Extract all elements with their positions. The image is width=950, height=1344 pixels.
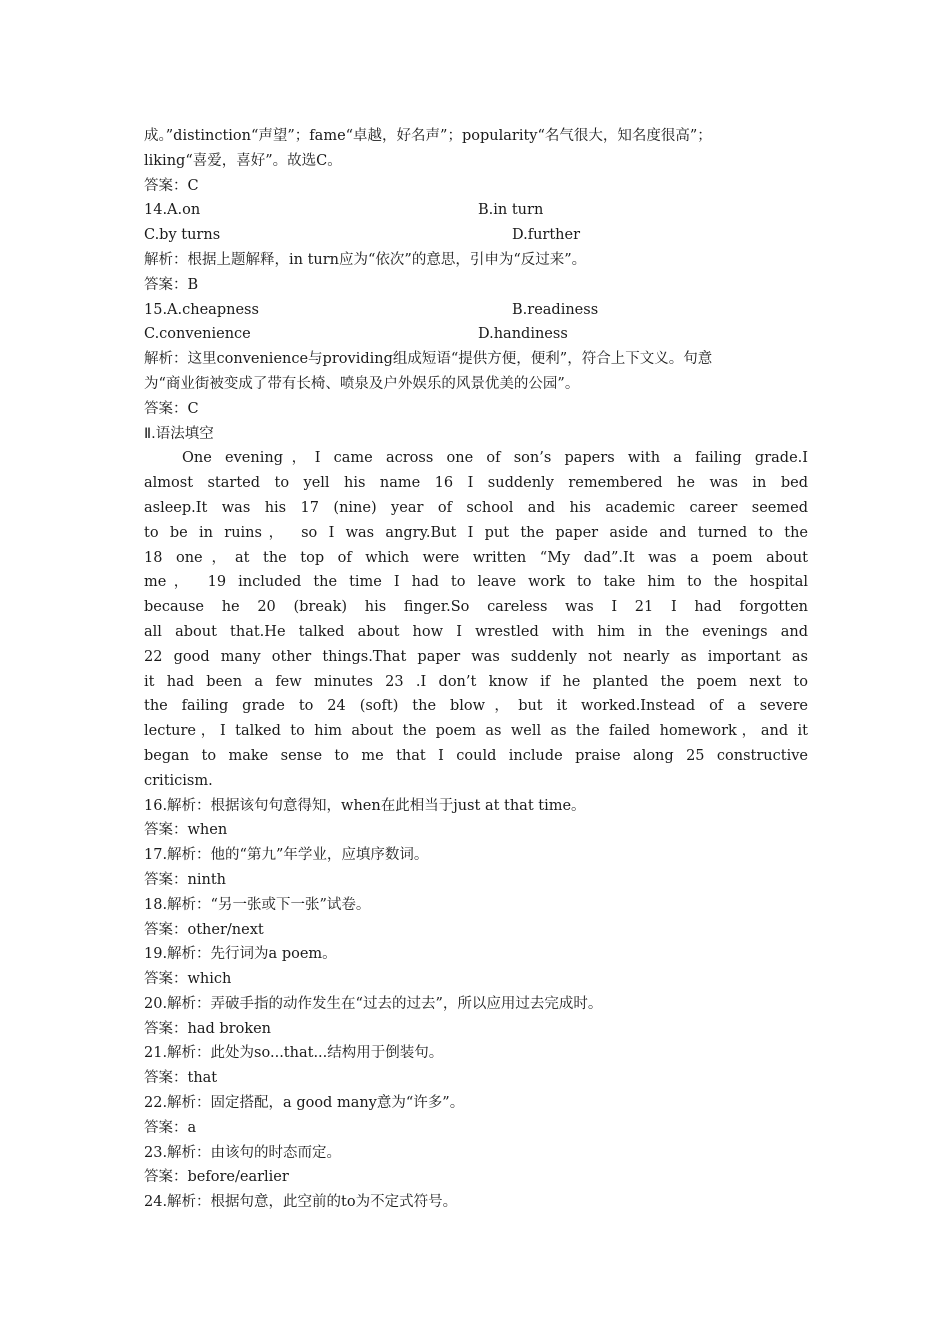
options-row <box>144 198 808 223</box>
answer-line: 答案：other/next <box>144 921 264 938</box>
passage-line: began to make sense to me that I could include praise along 25 constructive <box>144 747 808 764</box>
option-b: B.in turn <box>478 202 544 219</box>
passage-line: me， 19 included the time I had to leave work to take him to the hospital <box>144 574 808 591</box>
answer-line: 答案：C <box>144 400 199 417</box>
explanation-line: 21.解析：此处为so...that...结构用于倒装句。 <box>144 1045 444 1062</box>
passage-line: 22 good many other things.That paper was suddenly not nearly as important as <box>144 648 808 665</box>
option-c: C.by turns <box>144 227 221 244</box>
explanation-line: 17.解析：他的“第九”年学业，应填序数词。 <box>144 847 429 864</box>
explanation-line: 22.解析：固定搭配，a good many意为“许多”。 <box>144 1095 465 1112</box>
answer-line: 答案：had broken <box>144 1020 272 1037</box>
passage-line: the failing grade to 24 (soft) the blow，but it worked.Instead of a severe <box>144 698 808 715</box>
options-row <box>144 322 808 347</box>
passage-line: because he 20 (break) his finger.So careless was I 21 I had forgotten <box>144 599 808 616</box>
document-content <box>144 124 808 1215</box>
intro-line: 成。”distinction“声望”；fame“卓越，好名声”；popularity“名气很大，知名度很高”； <box>144 128 712 144</box>
intro-line: liking“喜爱，喜好”。故选C。 <box>144 152 342 169</box>
explanation-line: 解析：根据上题解释，in turn应为“依次”的意思，引申为“反过来”。 <box>144 251 587 268</box>
explanation-line: 为“商业街被变成了带有长椅、喷泉及户外娱乐的风景优美的公园”。 <box>144 375 580 392</box>
option-c: C.convenience <box>144 326 251 343</box>
passage-line: all about that.He talked about how I wrestled with him in the evenings and <box>144 623 808 640</box>
option-a: 14.A.on <box>144 202 201 219</box>
option-a: 15.A.cheapness <box>144 301 259 318</box>
section-title: Ⅱ.语法填空 <box>144 425 214 442</box>
explanation-line: 18.解析：“另一张或下一张”试卷。 <box>144 896 371 913</box>
answer-line: 答案：which <box>144 971 232 988</box>
answer-line: 答案：C <box>144 177 199 194</box>
answer-line: 答案：a <box>144 1119 197 1136</box>
option-d: D.handiness <box>478 326 568 343</box>
explanation-line: 16.解析：根据该句句意得知，when在此相当于just at that time。 <box>144 797 586 814</box>
passage-line: One evening，I came across one of son’s papers with a failing grade.I <box>182 450 808 467</box>
passage-line: 18 one，at the top of which were written “My dad”.It was a poem about <box>144 549 808 566</box>
answer-line: 答案：that <box>144 1070 218 1087</box>
passage <box>144 446 808 793</box>
passage-line: asleep.It was his 17 (nine) year of school and his academic career seemed <box>144 499 808 516</box>
explanation-line: 24.解析：根据句意，此空前的to为不定式符号。 <box>144 1194 458 1211</box>
options-row <box>144 223 808 248</box>
explanation-line: 解析：这里convenience与providing组成短语“提供方便，便利”，符合上下文义。句意 <box>144 351 713 368</box>
answer-line: 答案：B <box>144 276 199 293</box>
explanation-line: 19.解析：先行词为a poem。 <box>144 946 337 963</box>
option-b: B.readiness <box>512 301 599 318</box>
passage-line: it had been a few minutes 23 .I don’t know if he planted the poem next to <box>144 673 808 690</box>
options-row <box>144 298 808 323</box>
option-d: D.further <box>512 227 581 244</box>
answer-line: 答案：ninth <box>144 871 226 888</box>
passage-line: almost started to yell his name 16 I suddenly remembered he was in bed <box>144 475 808 492</box>
passage-line: criticism. <box>144 772 213 789</box>
passage-line: lecture，I talked to him about the poem as well as the failed homework，and it <box>144 723 808 740</box>
explanation-line: 23.解析：由该句的时态而定。 <box>144 1144 342 1161</box>
explanation-line: 20.解析：弄破手指的动作发生在“过去的过去”，所以应用过去完成时。 <box>144 995 603 1012</box>
passage-line: to be in ruins， so I was angry.But I put the paper aside and turned to the <box>144 524 808 541</box>
answer-line: 答案：when <box>144 822 228 839</box>
answer-line: 答案：before/earlier <box>144 1169 289 1186</box>
